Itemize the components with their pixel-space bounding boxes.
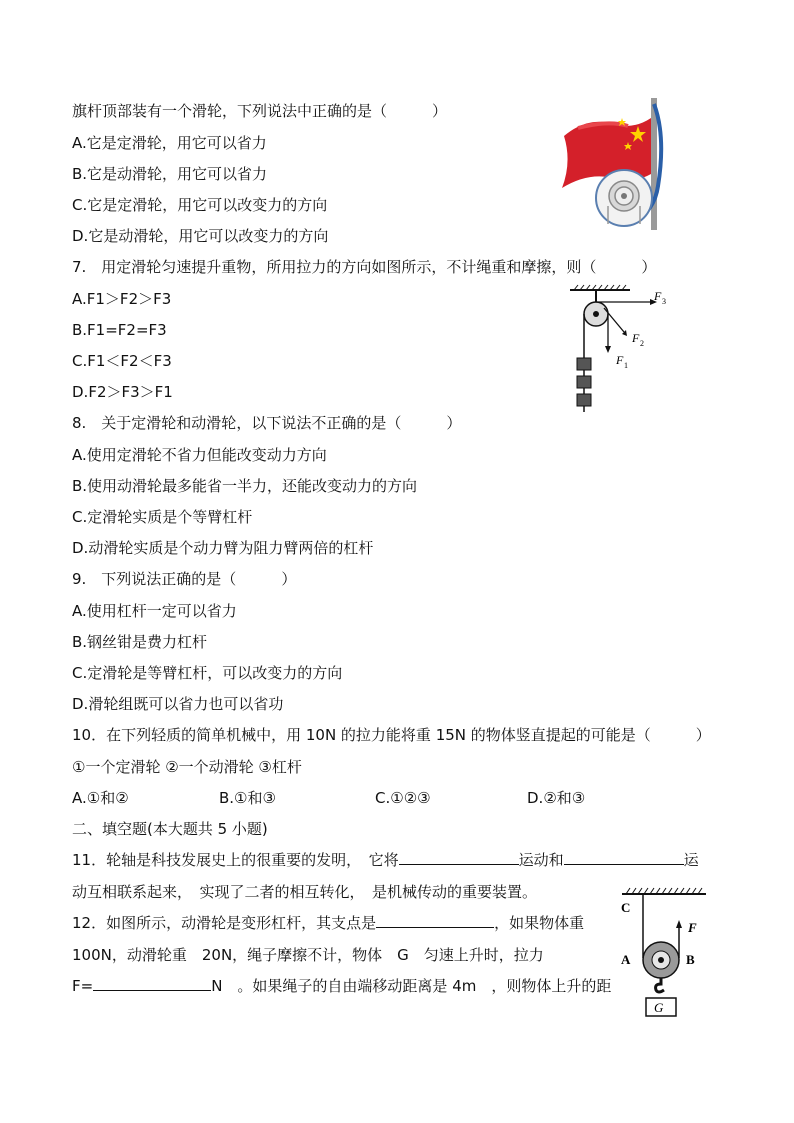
q6-option-c: C.它是定滑轮，用它可以改变力的方向 — [72, 196, 328, 214]
q12-blank-fulcrum[interactable] — [376, 913, 494, 928]
q10-option-a: A.①和② — [72, 789, 129, 807]
f2-subscript: 2 — [640, 339, 644, 348]
label-c: C — [621, 900, 631, 915]
q9-option-b: B.钢丝钳是费力杠杆 — [72, 633, 208, 651]
f1-label: F — [616, 353, 624, 367]
f3-subscript: 3 — [662, 297, 666, 306]
label-g: G — [654, 1000, 664, 1015]
q11-blank-2[interactable] — [564, 850, 684, 865]
f3-label: F — [654, 289, 662, 303]
q12-line1 — [72, 913, 584, 933]
flag-pulley-figure — [558, 96, 668, 232]
q6-option-d: D.它是动滑轮，用它可以改变力的方向 — [72, 227, 329, 245]
f1-subscript: 1 — [624, 361, 628, 370]
q7-option-b: B.F1=F2=F3 — [72, 321, 167, 339]
q10-option-d: D.②和③ — [527, 789, 586, 807]
q12-text-rest: N 。如果绳子的自由端移动距离是 4m ，则物体上升的距 — [211, 977, 612, 995]
q7-option-c: C.F1＜F2＜F3 — [72, 352, 172, 370]
q12-text-b: ，如果物体重 — [494, 914, 585, 932]
label-a: A — [621, 952, 631, 967]
f2-label: F — [632, 331, 640, 345]
q10-option-b: B.①和③ — [219, 789, 276, 807]
q8-option-d: D.动滑轮实质是个动力臂为阻力臂两倍的杠杆 — [72, 539, 374, 557]
q12-line2: 100N，动滑轮重 20N，绳子摩擦不计，物体 G 匀速上升时，拉力 — [72, 946, 544, 964]
q11-line2: 动互相联系起来， 实现了二者的相互转化， 是机械传动的重要装置。 — [72, 883, 538, 901]
q10-stem: 10．在下列轻质的简单机械中，用 10N 的拉力能将重 15N 的物体竖直提起的可能是（ ） — [72, 726, 711, 744]
fixed-pulley-figure — [566, 284, 676, 416]
q9-stem: 9. 下列说法正确的是（ ） — [72, 570, 297, 588]
q8-option-c: C.定滑轮实质是个等臂杠杆 — [72, 508, 253, 526]
q10-sub: ①一个定滑轮 ②一个动滑轮 ③杠杆 — [72, 758, 302, 776]
q6-stem: 旗杆顶部装有一个滑轮，下列说法中正确的是（ ） — [72, 102, 448, 120]
q6-option-a: A.它是定滑轮，用它可以省力 — [72, 134, 267, 152]
q7-stem: 7. 用定滑轮匀速提升重物，所用拉力的方向如图所示，不计绳重和摩擦，则（ ） — [72, 258, 657, 276]
q8-stem: 8. 关于定滑轮和动滑轮，以下说法不正确的是（ ） — [72, 414, 462, 432]
q12-text-f: F= — [72, 977, 94, 995]
q8-option-b: B.使用动滑轮最多能省一半力，还能改变动力的方向 — [72, 477, 418, 495]
q12-blank-force[interactable] — [93, 976, 211, 991]
q7-option-d: D.F2＞F3＞F1 — [72, 383, 173, 401]
q9-option-a: A.使用杠杆一定可以省力 — [72, 602, 237, 620]
label-b: B — [686, 952, 695, 967]
q6-option-b: B.它是动滑轮，用它可以省力 — [72, 165, 268, 183]
q11-text-c: 运 — [683, 851, 699, 869]
q11-line1 — [72, 850, 699, 870]
q9-option-d: D.滑轮组既可以省力也可以省功 — [72, 695, 284, 713]
q11-text-b: 运动和 — [518, 851, 564, 869]
q9-option-c: C.定滑轮是等臂杠杆，可以改变力的方向 — [72, 664, 343, 682]
movable-pulley-figure — [618, 886, 710, 1018]
section-title: 二、填空题(本大题共 5 小题) — [72, 820, 268, 838]
q7-option-a: A.F1＞F2＞F3 — [72, 290, 172, 308]
label-f: F — [688, 920, 697, 935]
q11-blank-1[interactable] — [399, 850, 519, 865]
q10-option-c: C.①②③ — [375, 789, 431, 807]
q12-text-a: 12．如图所示，动滑轮是变形杠杆，其支点是 — [72, 914, 377, 932]
q8-option-a: A.使用定滑轮不省力但能改变动力方向 — [72, 446, 327, 464]
q11-text-a: 11．轮轴是科技发展史上的很重要的发明， 它将 — [72, 851, 399, 869]
q12-line3 — [72, 976, 611, 996]
